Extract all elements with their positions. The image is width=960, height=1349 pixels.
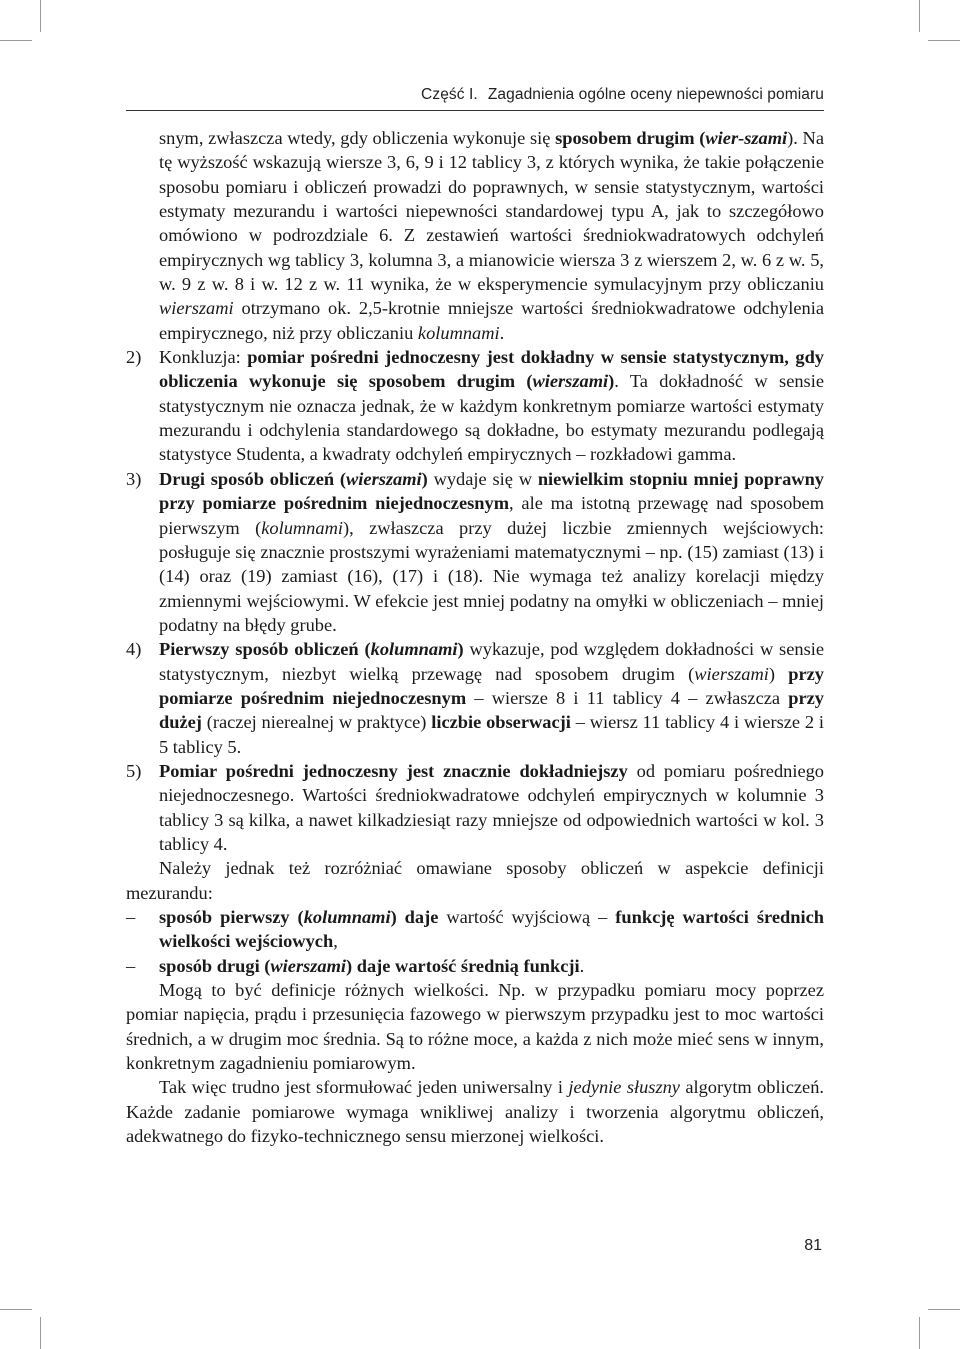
text-run: Tak więc trudno jest sformułować jeden uniwersalny i — [159, 1077, 569, 1098]
text-run-bold: przy dużej — [159, 687, 824, 733]
text-run-italic: wierszami — [159, 298, 234, 319]
text-run: . — [499, 322, 505, 343]
text-run-bold: sposobem drugim ( — [555, 128, 706, 148]
text-run-bold: niewielkim stopniu mniej poprawny przy pomiarze pośrednim niejednoczesnym — [159, 468, 824, 514]
text-run-bold: ) — [608, 371, 615, 392]
crop-mark — [0, 1309, 32, 1310]
text-run-bold-italic: wierszami — [532, 371, 609, 392]
list-number: 2) — [126, 347, 142, 368]
text-run: . — [579, 955, 585, 976]
text-run-bold: przy pomiarze pośrednim niejednoczesnym — [159, 663, 824, 708]
text-run: – wiersze 8 i 11 tablicy 4 – zwłaszcza — [466, 687, 789, 708]
text-run-bold: sposób pierwszy ( — [159, 907, 304, 927]
list-item-2 — [126, 345, 824, 467]
text-run: ) — [768, 663, 789, 684]
text-run: – wiersz 11 tablicy 4 i wiersze 2 i 5 tablicy 5. — [159, 712, 824, 757]
text-run: , ale ma istotną przewagę nad sposobem pierwszym ( — [159, 493, 824, 538]
list-number: 5) — [126, 760, 142, 781]
text-run-bold-italic: kolumnami — [303, 907, 391, 927]
text-run-bold: ) daje — [390, 907, 439, 927]
text-run-bold: ) — [421, 468, 428, 489]
list-item-5 — [126, 759, 824, 856]
header-title: Zagadnienia ogólne oceny niepewności pomiaru — [487, 86, 824, 103]
crop-mark — [919, 0, 920, 32]
list-number: 3) — [126, 468, 142, 489]
paragraph: Mogą to być definicje różnych wielkości. Np. w przypadku pomiaru mocy poprzez pomiar napięcia, prądu i przesunięcia fazowego w pierwszym przypadku jest to moc wartości średnich, a w drugim moc średnia. Są to różne moce, a każda z nich może mieć sens w innym, konkretnym zagadnieniu pomiarowym. — [126, 980, 824, 1074]
text-run-bold: ) daje wartość średnią funkcji — [346, 955, 580, 976]
text-run-bold-italic: wierszami — [270, 955, 347, 976]
crop-mark — [0, 40, 32, 41]
paragraph-continuation — [126, 126, 824, 345]
text-run-bold: pomiar pośredni jednoczesny jest dokładny w sensie statystycznym, gdy obliczenia wykonuje się sposobem drugim ( — [159, 347, 824, 392]
text-run-bold: Pierwszy sposób obliczeń ( — [159, 639, 371, 660]
text-run-italic: kolumnami — [417, 322, 500, 343]
text-run-italic: jedynie słuszny — [568, 1077, 680, 1098]
text-run: ). Na tę wyższość wskazują wiersze 3, 6, 9 i 12 tablicy 3, z których wynika, że takie połączenie sposobu pomiaru i obliczeń prowadzi do poprawnych, w sensie statystycznym, wartości estymaty mezurandu i wartości niepewności standardowej typu A, jak to szczegółowo omówiono w podrozdziale 6. Z zestawień wartości średniokwadratowych odchyleń empirycznych wg tablicy 3, kolumna 3, a mianowicie wiersza 3 z wierszem 2, w. 6 z w. 5, w. 9 z w. 8 i w. 12 z w. 11 wynika, że w eksperymencie symulacyjnym przy obliczaniu — [159, 128, 824, 295]
text-run-italic: wierszami — [694, 663, 769, 684]
text-run-bold: Pomiar pośredni jednoczesny jest znacznie dokładniejszy — [159, 760, 628, 781]
dash-mark: – — [126, 907, 136, 927]
text-run-bold: ) — [457, 639, 464, 660]
text-run: wykazuje, pod względem dokładności w sensie statystycznym, niezbyt wielką przewagę nad sposobem drugim ( — [159, 639, 825, 684]
page-number: 81 — [804, 1237, 822, 1254]
crop-mark — [919, 1317, 920, 1349]
dash-item-2 — [126, 954, 824, 978]
text-run-bold: Drugi sposób obliczeń ( — [159, 468, 347, 489]
crop-mark — [928, 40, 960, 41]
text-run: wartość wyjściową – — [438, 907, 616, 927]
list-number: 4) — [126, 639, 142, 660]
dash-item-1 — [126, 905, 824, 954]
list-item-3 — [126, 467, 824, 637]
paragraph — [126, 1075, 824, 1148]
text-run-bold-italic: wierszami — [346, 468, 422, 489]
text-run-italic: kolumnami — [261, 517, 343, 538]
text-run-bold: sposób drugi ( — [159, 955, 271, 976]
header-rule — [126, 110, 824, 111]
crop-mark — [40, 1317, 41, 1349]
paragraph: Należy jednak też rozróżniać omawiane sposoby obliczeń w aspekcie definicji mezurandu: — [126, 858, 824, 903]
text-run-bold: liczbie obserwacji — [431, 712, 571, 733]
text-run: otrzymano ok. 2,5-krotnie mniejsze wartości średniokwadratowe odchylenia empirycznego, niż przy obliczaniu — [159, 298, 824, 343]
header-part: Część I. — [421, 86, 478, 103]
crop-mark — [40, 0, 41, 32]
text-run: . Ta dokładność w sensie statystycznym nie oznacza jednak, że w każdym konkretnym pomiarze wartości estymaty mezurandu i odchylenia standardowego są dokładne, bo estymaty mezurandu podlegają statystyce Studenta, a kwadraty odchyleń empirycznych – rozkładowi gamma. — [159, 371, 824, 465]
page-body — [126, 126, 824, 1148]
list-item-4 — [126, 637, 824, 759]
text-run-bold-italic: kolumnami — [370, 639, 458, 660]
dash-mark: – — [126, 955, 136, 976]
text-run: wydaje się w — [427, 468, 538, 489]
text-run: Konkluzja: — [159, 347, 248, 368]
text-run: algorytm obliczeń. Każde zadanie pomiarowe wymaga wnikliwej analizy i tworzenia algorytmu obliczeń, adekwatnego do fizyko-technicznego sensu mierzonej wielkości. — [126, 1077, 824, 1147]
text-run-bold-italic: wier-szami — [705, 128, 788, 148]
crop-mark — [928, 1309, 960, 1310]
text-run: od pomiaru pośredniego niejednoczesnego. Wartości średniokwadratowe odchyleń empirycznych w kolumnie 3 tablicy 3 są kilka, a nawet kilkadziesiąt razy mniejsze od odpowiednich wartości w kol. 3 tablicy 4. — [159, 760, 824, 854]
text-run-bold: funkcję wartości średnich wielkości wejściowych — [159, 907, 824, 952]
text-run: , — [333, 931, 338, 952]
text-run: ), zwłaszcza przy dużej liczbie zmiennych wejściowych: posługuje się znacznie prostszymi wyrażeniami matematycznymi – np. (15) zamiast (13) i (14) oraz (19) zamiast (16), (17) i (18). Nie wymaga też analizy korelacji między zmiennymi wejściowymi. W efekcie jest mniej podatny na omyłki w obliczeniach – mniej podatny na błędy grube. — [159, 517, 824, 635]
running-header — [126, 86, 824, 108]
text-run: (raczej nierealnej w praktyce) — [201, 712, 432, 733]
text-run: snym, zwłaszcza wtedy, gdy obliczenia wykonuje się — [159, 128, 556, 148]
